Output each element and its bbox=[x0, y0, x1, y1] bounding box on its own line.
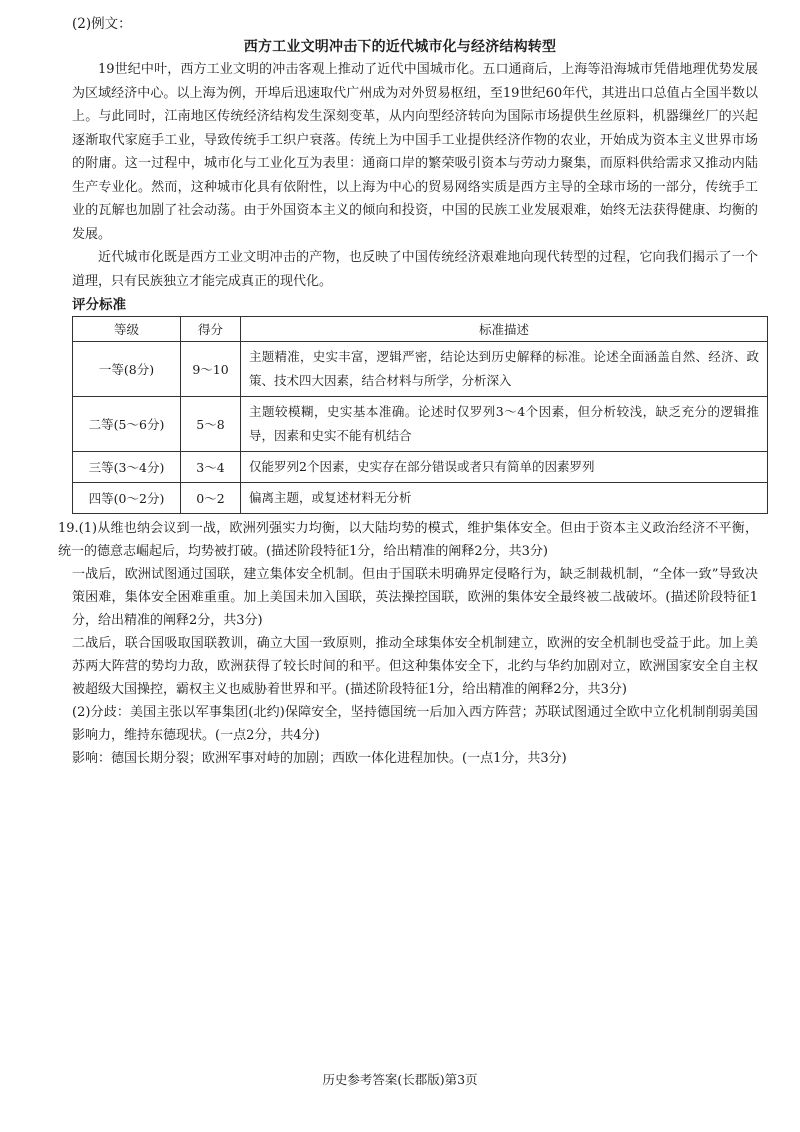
score-cell: 0～2 bbox=[181, 483, 241, 514]
grading-title: 评分标准 bbox=[72, 297, 126, 313]
description-cell: 主题精准，史实丰富，逻辑严密，结论达到历史解释的标准。论述全面涵盖自然、经济、政策、技术四大因素，结合材料与所学，分析深入 bbox=[241, 342, 768, 397]
table-row bbox=[73, 483, 768, 514]
answer-paragraph: 二战后，联合国吸取国联教训，确立大国一致原则，推动全球集体安全机制建立，欧洲的安全机制也受益于此。加上美苏两大阵营的势均力敌，欧洲获得了较长时间的和平。但这种集体安全下，北约与华约加剧对立，欧洲国家安全自主权被超级大国操控，霸权主义也威胁着世界和平。(描述阶段特征1分，给出精准的阐释2分，共3分) bbox=[72, 636, 758, 697]
page-footer: 历史参考答案(长郡版)第3页 bbox=[322, 1072, 478, 1087]
header-score: 得分 bbox=[181, 317, 241, 342]
description-cell: 偏离主题，或复述材料无分析 bbox=[241, 483, 768, 514]
description-cell: 主题较模糊，史实基本准确。论述时仅罗列3～4个因素，但分析较浅，缺乏充分的逻辑推导，因素和史实不能有机结合 bbox=[241, 397, 768, 452]
essay-title: 西方工业文明冲击下的近代城市化与经济结构转型 bbox=[243, 39, 557, 55]
answer-paragraph: (2)分歧：美国主张以军事集团(北约)保障安全，坚持德国统一后加入西方阵营；苏联试图通过全欧中立化机制削弱美国影响力，维持东德现状。(一点2分，共4分) bbox=[72, 705, 758, 743]
essay-body bbox=[72, 58, 758, 293]
level-cell: 二等(5～6分) bbox=[73, 397, 181, 452]
level-cell: 四等(0～2分) bbox=[73, 483, 181, 514]
header-level: 等级 bbox=[73, 317, 181, 342]
table-header-row bbox=[73, 317, 768, 342]
score-cell: 3～4 bbox=[181, 452, 241, 483]
question-19-answer bbox=[58, 517, 758, 770]
answer-paragraph: 19.(1)从维也纳会议到一战，欧洲列强实力均衡，以大陆均势的模式，维护集体安全。但由于资本主义政治经济不平衡，统一的德意志崛起后，均势被打破。(描述阶段特征1分，给出精准的阐释2分，共3分) bbox=[58, 521, 758, 559]
table-row bbox=[73, 397, 768, 452]
answer-paragraph: 一战后，欧洲试图通过国联，建立集体安全机制。但由于国联未明确界定侵略行为，缺乏制裁机制，“全体一致”导致决策困难，集体安全困难重重。加上美国未加入国联，英法操控国联，欧洲的集体安全最终被二战破坏。(描述阶段特征1分，给出精准的阐释2分，共3分) bbox=[72, 567, 758, 628]
example-label: (2)例文： bbox=[72, 16, 132, 32]
header-description: 标准描述 bbox=[241, 317, 768, 342]
table-row bbox=[73, 342, 768, 397]
level-cell: 三等(3～4分) bbox=[73, 452, 181, 483]
essay-paragraph: 近代城市化既是西方工业文明冲击的产物，也反映了中国传统经济艰难地向现代转型的过程，它向我们揭示了一个道理，只有民族独立才能完成真正的现代化。 bbox=[72, 250, 758, 289]
table-row bbox=[73, 452, 768, 483]
essay-paragraph: 19世纪中叶，西方工业文明的冲击客观上推动了近代中国城市化。五口通商后，上海等沿海城市凭借地理优势发展为区域经济中心。以上海为例，开埠后迅速取代广州成为对外贸易枢纽，至19世纪60年代，其进出口总值占全国半数以上。与此同时，江南地区传统经济结构发生深刻变革，从内向型经济转向为国际市场提供生丝原料，机器缫丝厂的兴起逐渐取代家庭手工业，导致传统手工织户衰落。传统上为中国手工业提供经济作物的农业，开始成为资本主义世界市场的附庸。这一过程中，城市化与工业化互为表里：通商口岸的繁荣吸引资本与劳动力聚集，而原料供给需求又推动内陆生产专业化。然而，这种城市化具有依附性，以上海为中心的贸易网络实质是西方主导的全球市场的一部分，传统手工业的瓦解也加剧了社会动荡。由于外国资本主义的倾向和投资，中国的民族工业发展艰难，始终无法获得健康、均衡的发展。 bbox=[72, 62, 758, 242]
grading-table bbox=[72, 316, 768, 514]
answer-paragraph: 影响：德国长期分裂；欧洲军事对峙的加剧；西欧一体化进程加快。(一点1分，共3分) bbox=[72, 751, 567, 766]
description-cell: 仅能罗列2个因素，史实存在部分错误或者只有简单的因素罗列 bbox=[241, 452, 768, 483]
score-cell: 9～10 bbox=[181, 342, 241, 397]
level-cell: 一等(8分) bbox=[73, 342, 181, 397]
score-cell: 5～8 bbox=[181, 397, 241, 452]
